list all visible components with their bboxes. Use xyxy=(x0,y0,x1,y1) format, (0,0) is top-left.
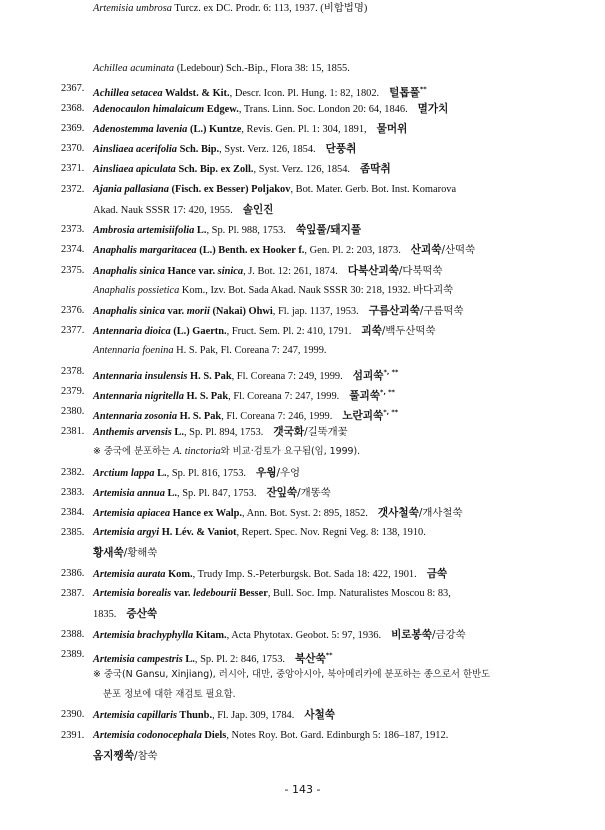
alternate-korean-name: /구름떡쑥 xyxy=(419,305,464,317)
alternate-korean-name: /참쑥 xyxy=(133,750,158,762)
text-segment: , Descr. Icon. Pl. Hung. 1: 82, 1802. xyxy=(229,88,380,99)
author-name: Edgew. xyxy=(204,104,239,115)
author-name: H. S. Pak xyxy=(183,391,229,402)
entry-text xyxy=(93,484,331,503)
korean-name: 털톱풀 xyxy=(389,87,420,99)
korean-name: 단풍취 xyxy=(325,143,357,155)
scientific-name: Antennaria insulensis xyxy=(93,371,188,382)
author-name: H. S. Pak xyxy=(177,411,222,422)
entry-number: 2385. xyxy=(61,527,85,538)
entry-number: 2390. xyxy=(61,709,85,720)
text-segment: , Sp. Pl. 847, 1753. xyxy=(177,488,257,499)
text-segment: , Fl. Coreana 7: 246, 1999. xyxy=(221,411,333,422)
entry-text xyxy=(93,565,447,584)
entry-text xyxy=(93,221,361,240)
entry-text xyxy=(93,181,456,199)
author-name: Kitam. xyxy=(193,630,227,641)
scientific-name: Adenocaulon himalaicum xyxy=(93,104,205,115)
entry-number: 2373. xyxy=(61,224,85,235)
korean-name: 잔잎쑥 xyxy=(266,487,298,499)
scientific-name: Anthemis arvensis xyxy=(93,427,172,438)
entry-text xyxy=(93,524,426,542)
author-name: H. S. Pak xyxy=(187,371,232,382)
entry-text xyxy=(93,504,462,523)
entry-text xyxy=(93,302,464,321)
author-name: Besser xyxy=(236,588,268,599)
text-segment: , Fl. Coreana 7: 249, 1999. xyxy=(231,371,343,382)
korean-name: 비로봉쑥 xyxy=(391,629,432,641)
scientific-name: Artemisia argyi xyxy=(93,527,160,538)
scientific-name: Artemisia codonocephala xyxy=(93,730,202,741)
scientific-name: Achillea setacea xyxy=(93,88,163,99)
scientific-name: Ainsliaea acerifolia xyxy=(93,144,177,155)
text-segment: , Sp. Pl. 894, 1753. xyxy=(183,427,264,438)
scientific-name: Antennaria dioica xyxy=(93,326,171,337)
text-segment: , Sp. Pl. 988, 1753. xyxy=(206,225,286,236)
entry-text xyxy=(93,706,335,725)
author-name: Kom. xyxy=(165,569,193,580)
korean-name: 옴지쨍쑥 xyxy=(93,750,134,762)
author-name: L. xyxy=(164,488,178,499)
scientific-name: Antennaria zosonia xyxy=(93,411,178,422)
text-segment: (Ledebour) Sch.-Bip., Flora 38: 15, 1855. xyxy=(174,63,350,74)
note-text: 와 비교·검토가 요구됨(임, 1999). xyxy=(220,446,361,457)
text-segment: Akad. Nauk SSSR 17: 420, 1955. xyxy=(93,205,233,216)
entry-number: 2372. xyxy=(61,184,85,195)
entry-text xyxy=(93,544,157,563)
scientific-name: Anaphalis sinica xyxy=(93,266,165,277)
korean-name: 쑥잎풀/돼지풀 xyxy=(295,224,362,236)
text-segment: , Revis. Gen. Pl. 1: 304, 1891, xyxy=(241,124,367,135)
author-name: H. Lév. & Vaniot xyxy=(159,527,237,538)
scientific-name: Artemisia umbrosa xyxy=(93,3,172,14)
entry-number: 2381. xyxy=(61,426,85,437)
footnote-marker: *, ** xyxy=(383,408,399,416)
entry-number: 2367. xyxy=(61,83,85,94)
author-name: var. xyxy=(171,588,191,599)
scientific-name: Ainsliaea apiculata xyxy=(93,164,176,175)
scientific-name: sinica xyxy=(215,266,244,277)
author-name: Diels xyxy=(201,730,227,741)
scientific-name: Antennaria nigritella xyxy=(93,391,184,402)
entry-number: 2377. xyxy=(61,325,85,336)
scientific-name: A. tinctoria xyxy=(173,446,221,457)
text-segment: , Ann. Bot. Syst. 2: 895, 1852. xyxy=(242,508,368,519)
text-segment: , Trudy Imp. S.-Peterburgsk. Bot. Sada 18: 422, 1901. xyxy=(192,569,417,580)
note-text: 분포 정보에 대한 재검토 필요함. xyxy=(103,689,236,700)
entry-number: 2374. xyxy=(61,244,85,255)
text-segment: , Fruct. Sem. Pl. 2: 410, 1791. xyxy=(226,326,352,337)
korean-name: 물머위 xyxy=(376,123,408,135)
text-segment: , Fl. jap. 1137, 1953. xyxy=(272,306,359,317)
alternate-korean-name: /산떡쑥 xyxy=(441,244,476,256)
text-segment: , Notes Roy. Bot. Gard. Edinburgh 5: 186–187, 1912. xyxy=(226,730,449,741)
korean-name: 좀딱취 xyxy=(360,163,391,175)
entry-number: 2382. xyxy=(61,467,85,478)
entry-text xyxy=(93,100,448,119)
korean-name: 괴쑥 xyxy=(361,325,382,337)
entry-text xyxy=(93,747,158,766)
entry-text xyxy=(93,282,453,300)
alternate-korean-name: /길뚝개꽃 xyxy=(304,426,348,438)
author-name: Waldst. & Kit. xyxy=(162,88,230,99)
author-name: L. xyxy=(171,427,184,438)
entry-number: 2389. xyxy=(61,649,85,660)
text-segment: H. S. Pak, Fl. Coreana 7: 247, 1999. xyxy=(173,345,327,356)
korean-name: 증산쑥 xyxy=(126,608,158,620)
korean-name: 구름산괴쑥 xyxy=(368,305,420,317)
korean-name: 노란괴쑥 xyxy=(342,410,384,422)
entry-text xyxy=(93,626,466,645)
entry-text xyxy=(93,342,327,360)
scientific-name: Artemisia apiacea xyxy=(93,508,171,519)
author-name: Thunb. xyxy=(177,710,213,721)
scientific-name: Artemisia annua xyxy=(93,488,165,499)
scientific-name: Adenostemma lavenia xyxy=(93,124,188,135)
entry-number: 2387. xyxy=(61,588,85,599)
entry-text xyxy=(93,241,475,260)
text-segment: 1835. xyxy=(93,609,117,620)
text-segment: , J. Bot. 12: 261, 1874. xyxy=(243,266,338,277)
entry-text xyxy=(93,585,451,603)
entry-number: 2383. xyxy=(61,487,85,498)
text-segment: Turcz. ex DC. Prodr. 6: 113, 1937. (비합법명) xyxy=(172,3,368,14)
korean-name: 다북산괴쑥 xyxy=(347,265,399,277)
text-segment: , Trans. Linn. Soc. London 20: 64, 1846. xyxy=(238,104,408,115)
scientific-name: Anaphalis margaritacea xyxy=(93,245,197,256)
entry-text xyxy=(93,140,356,159)
scientific-name: Arctium lappa xyxy=(93,468,155,479)
entry-text xyxy=(93,605,157,624)
entry-number: 2379. xyxy=(61,386,85,397)
entry-number: 2370. xyxy=(61,143,85,154)
entry-text xyxy=(93,201,273,220)
korean-name: 북산쑥 xyxy=(295,653,326,665)
author-name: L. xyxy=(154,468,167,479)
author-name: (L.) Benth. ex Hooker f. xyxy=(196,245,305,256)
scientific-name: morii xyxy=(184,306,210,317)
text-segment: , Fl. Jap. 309, 1784. xyxy=(212,710,295,721)
entry-number: 2388. xyxy=(61,629,85,640)
scientific-name: Artemisia capillaris xyxy=(93,710,177,721)
korean-name: 멸가치 xyxy=(417,103,449,115)
alternate-korean-name: /우엉 xyxy=(276,467,301,479)
author-name: Hance ex Walp. xyxy=(170,508,243,519)
scientific-name: Achillea acuminata xyxy=(93,63,175,74)
entry-text xyxy=(93,423,348,442)
text-segment: , Repert. Spec. Nov. Regni Veg. 8: 138, 1910. xyxy=(236,527,426,538)
scientific-name: Artemisia aurata xyxy=(93,569,166,580)
author-name: Hance xyxy=(164,266,199,277)
text-segment: , Acta Phytotax. Geobot. 5: 97, 1936. xyxy=(226,630,382,641)
entry-number: 2369. xyxy=(61,123,85,134)
entry-number: 2376. xyxy=(61,305,85,316)
entry-text xyxy=(93,666,490,684)
entry-number: 2384. xyxy=(61,507,85,518)
alternate-korean-name: /백두산떡쑥 xyxy=(381,325,436,337)
entry-text xyxy=(93,464,300,483)
entry-text xyxy=(93,60,350,78)
text-segment: , Fl. Coreana 7: 247, 1999. xyxy=(228,391,340,402)
text-segment: , Bull. Soc. Imp. Naturalistes Moscou 8: 83, xyxy=(267,588,451,599)
entry-number: 2368. xyxy=(61,103,85,114)
korean-name: 우웡 xyxy=(256,467,277,479)
author-name: var. xyxy=(198,266,216,277)
alternate-korean-name: /개사철쑥 xyxy=(418,507,463,519)
footnote-marker: ** xyxy=(419,85,427,93)
entry-text xyxy=(93,322,436,341)
page-number: - 143 - xyxy=(284,783,321,796)
text-segment: , Sp. Pl. 816, 1753. xyxy=(166,468,247,479)
entry-text xyxy=(93,262,443,281)
author-name: L. xyxy=(194,225,207,236)
scientific-name: Ajania pallasiana xyxy=(93,184,169,195)
author-name: (L.) Gaertn. xyxy=(170,326,227,337)
scientific-name: Artemisia brachyphylla xyxy=(93,630,194,641)
scientific-name: Anaphalis sinica xyxy=(93,306,165,317)
entry-text xyxy=(93,727,448,745)
entry-number: 2391. xyxy=(61,730,85,741)
footnote-marker: *, ** xyxy=(383,368,399,376)
alternate-korean-name: /개똥쑥 xyxy=(297,487,331,499)
korean-name: 갯국화 xyxy=(273,426,305,438)
author-name: var. xyxy=(164,306,185,317)
text-segment: Kom., Izv. Bot. Sada Akad. Nauk SSSR 30: 218, 1932. 바다괴쑥 xyxy=(179,285,454,296)
note-text: ※ 중국에 분포하는 xyxy=(93,446,174,457)
alternate-korean-name: /황해쑥 xyxy=(123,547,158,559)
alternate-korean-name: /금강쑥 xyxy=(432,629,466,641)
text-segment: , Syst. Verz. 126, 1854. xyxy=(253,164,351,175)
entry-text xyxy=(103,686,236,704)
text-segment: , Syst. Verz. 126, 1854. xyxy=(219,144,316,155)
author-name: L. xyxy=(182,654,195,665)
scientific-name: Artemisia campestris xyxy=(93,654,183,665)
scientific-name: Anaphalis possietica xyxy=(93,285,180,296)
author-name: Sch. Bip. ex Zoll. xyxy=(175,164,254,175)
author-name: (Fisch. ex Besser) Poljakov xyxy=(168,184,291,195)
entry-text xyxy=(93,0,367,18)
scientific-name: Artemisia borealis xyxy=(93,588,172,599)
entry-text xyxy=(93,443,360,461)
text-segment: , Bot. Mater. Gerb. Bot. Inst. Komarova xyxy=(290,184,457,195)
author-name: Sch. Bip. xyxy=(177,144,220,155)
korean-name: 풀괴쑥 xyxy=(349,390,380,402)
korean-name: 황새쑥 xyxy=(93,547,124,559)
korean-name: 솔인진 xyxy=(242,204,274,216)
scientific-name: ledebourii xyxy=(190,588,237,599)
entry-number: 2386. xyxy=(61,568,85,579)
scientific-name: Antennaria foenina xyxy=(93,345,174,356)
korean-name: 섬괴쑥 xyxy=(352,370,384,382)
entry-number: 2380. xyxy=(61,406,85,417)
alternate-korean-name: /다북떡쑥 xyxy=(398,265,443,277)
author-name: (Nakai) Ohwi xyxy=(209,306,273,317)
entry-number: 2371. xyxy=(61,163,85,174)
footnote-marker: ** xyxy=(325,651,333,659)
text-segment: , Sp. Pl. 2: 846, 1753. xyxy=(194,654,285,665)
entry-number: 2375. xyxy=(61,265,85,276)
text-segment: , Gen. Pl. 2: 203, 1873. xyxy=(304,245,401,256)
note-text: ※ 중국(N Gansu, Xinjiang), 러시아, 대만, 중앙아시아, 북아메리카에 분포하는 종으로서 한반도 xyxy=(93,669,491,680)
korean-name: 갯사철쑥 xyxy=(377,507,419,519)
footnote-marker: *, ** xyxy=(379,388,395,396)
korean-name: 사철쑥 xyxy=(304,709,336,721)
korean-name: 금쑥 xyxy=(426,568,448,580)
entry-text xyxy=(93,120,407,139)
korean-name: 산괴쑥 xyxy=(410,244,442,256)
author-name: (L.) Kuntze xyxy=(187,124,242,135)
entry-number: 2378. xyxy=(61,366,85,377)
scientific-name: Ambrosia artemisiifolia xyxy=(93,225,195,236)
entry-text xyxy=(93,160,391,179)
